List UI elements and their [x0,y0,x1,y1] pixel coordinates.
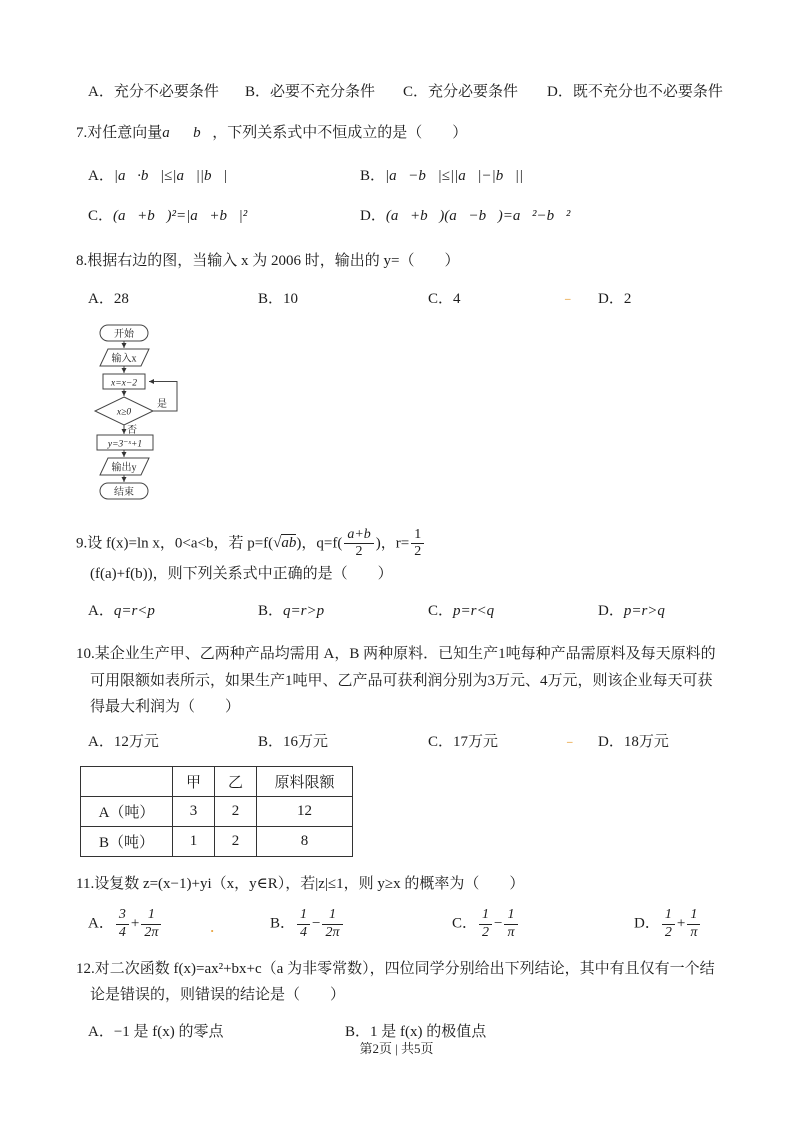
table-header-cell [81,767,173,797]
flowchart-calc-label: y=3⁻ˣ+1 [107,439,143,449]
flowchart-yes-label: 是 [157,398,167,410]
q9-options-row [76,599,723,623]
q12-stem: 12.对二次函数 f(x)=ax²+bx+c（a 为非零常数），四位同学分别给出下列结论，其中有且仅有一个结论是错误的，则错误的结论是（ ） [76,960,715,1004]
stray-mark: – [565,292,571,305]
q11-stem: 11.设复数 z=(x−1)+yi（x，y∈R），若|z|≤1，则 y≥x 的概率为（ ） [76,876,525,893]
q7-stem-text-1: 7.对任意向量 [76,125,163,141]
q7-option-c-formula: (a⃗+b⃗)²=|a⃗+b⃗|² [113,208,248,225]
q9-option-a-formula: q=r<p [113,603,155,620]
fraction-denominator: 2 [664,925,672,941]
q8-options-row [76,287,723,311]
operator: + [130,916,140,933]
q7-options-row-2 [76,204,723,228]
operator: − [494,916,503,933]
fraction-denominator: 2π [144,925,159,941]
fraction-numerator: 1 [662,907,675,925]
table-cell: 1 [173,827,215,857]
q11-option-b-label: B． [270,916,296,933]
q7-stem [76,120,723,146]
flowchart-condition-label: x≥0 [116,407,132,417]
q10-option-a: A．12万元 [88,734,159,751]
fraction [479,907,492,942]
q10-option-d: D．18万元 [598,734,669,751]
q8-option-d: D．2 [598,290,632,307]
page-footer: 第2页 | 共5页 [359,1041,434,1056]
q9-option-b [258,599,428,623]
q9-option-c-formula: p=r<q [453,603,495,620]
q7-options-row-1 [76,164,723,188]
fraction [116,907,129,942]
q9-option-d-formula: p=r>q [623,603,665,620]
q12-option-a: A．−1 是 f(x) 的零点 [88,1024,224,1041]
q10-options-row [76,730,723,754]
fraction-numerator: 1 [504,907,517,925]
q10-option-b: B．16万元 [258,734,329,751]
table-cell: 12 [257,797,353,827]
fraction-numerator: 1 [141,907,161,925]
table-row-label: A（吨） [81,797,173,827]
table-header-cell: 乙 [215,767,257,797]
q9-option-b-formula: q=r>p [283,603,325,620]
fraction-denominator: 2 [482,925,490,941]
q8-flowchart [76,323,723,519]
table-row-label: B（吨） [81,827,173,857]
q10-stem: 10.某企业生产甲、乙两种产品均需用 A，B 两种原料．已知生产1吨每种产品需原料及每天原料的可用限额如表所示，如果生产1吨甲、乙产品可获利润分别为3万元、4万元，则该企业每天可获得最大利润为（ ） [76,646,716,715]
q6-options-row [76,80,723,104]
q9-stem-text-3: )，r= [375,535,410,552]
stray-mark: – [567,736,573,749]
q9-option-c-label: C． [428,603,454,620]
q6-option-d: D．既不充分也不必要条件 [547,84,723,100]
stray-mark: · [210,923,215,939]
table-header-row [81,767,353,797]
q9-option-b-label: B． [258,603,284,620]
q7-stem-vectors: a⃗，b⃗ [162,125,213,141]
flowchart-start-label: 开始 [114,328,134,340]
q9-option-d-label: D． [598,603,624,620]
q9-option-a-label: A． [88,603,114,620]
fraction-denominator: 2 [355,544,363,560]
q9-option-d [598,599,768,623]
q7-option-d-formula: (a⃗+b⃗)(a⃗−b⃗)=a⃗²−b⃗² [385,208,571,225]
q9-stem [76,527,723,588]
q11-option-b [270,907,452,942]
q11-option-d-label: D． [634,916,660,933]
q11-option-a-label: A． [88,916,114,933]
q7-option-c-label: C． [88,208,114,225]
radical-sign: √ [273,535,282,552]
q9-option-a [88,599,258,623]
fraction-denominator: π [507,925,515,941]
q7-option-d-label: D． [360,208,386,225]
sqrt-expression [273,530,296,556]
operator: − [312,916,321,933]
table-cell: 3 [173,797,215,827]
q11-option-c-label: C． [452,916,478,933]
flowchart-svg [76,323,251,519]
q11-option-c [452,907,634,942]
table-cell: 8 [257,827,353,857]
fraction-numerator: 1 [297,907,310,925]
q7-option-a-formula: |a⃗·b⃗|≤|a⃗||b⃗| [113,168,228,185]
q8-option-c: C．4 [428,290,461,307]
fraction [297,907,310,942]
fraction-denominator: 4 [118,925,126,941]
fraction-numerator: 1 [411,527,424,545]
table-header-cell: 甲 [173,767,215,797]
q7-option-d [360,204,632,228]
fraction [504,907,517,942]
q11-option-d [634,907,793,942]
table-row [81,797,353,827]
q11-option-a [88,907,270,942]
q11-options-row [76,907,723,942]
q10-option-c: C．17万元 [428,734,499,751]
fraction-numerator: 3 [116,907,129,925]
fraction [687,907,700,942]
q9-stem-text-4: (f(a)+f(b))，则下列关系式中正确的是（ ） [90,566,393,583]
q9-stem-text-2: )，q=f( [296,535,343,552]
fraction-numerator: a+b [344,527,373,545]
fraction-denominator: 2π [325,925,340,941]
q8-option-a: A．28 [88,290,129,307]
table-cell: 2 [215,797,257,827]
fraction-denominator: 2 [414,544,422,560]
q6-option-b: B．必要不充分条件 [245,84,376,100]
table-cell: 2 [215,827,257,857]
q6-option-c: C．充分必要条件 [403,84,519,100]
flowchart-end-label: 结束 [114,486,134,498]
q7-option-a-label: A． [88,168,114,185]
q12-option-b: B．1 是 f(x) 的极值点 [345,1024,487,1041]
radicand: ab [281,535,297,552]
q9-option-c [428,599,598,623]
q6-option-a: A．充分不必要条件 [88,84,219,100]
flowchart-no-label: 否 [127,424,137,436]
q7-option-b-label: B． [360,168,386,185]
q7-option-c [88,204,360,228]
q8-stem: 8.根据右边的图，当输入 x 为 2006 时，输出的 y=（ ） [76,253,460,270]
q9-stem-text-1: 9.设 f(x)=ln x，0<a<b，若 p=f( [76,535,274,552]
q8-option-b: B．10 [258,290,299,307]
resource-table [80,766,353,857]
flowchart-output-label: 输出y [111,462,137,473]
q7-option-b [360,164,632,188]
fraction [141,907,161,942]
fraction [662,907,675,942]
q7-stem-text-2: ，下列关系式中不恒成立的是（ ） [212,125,468,141]
operator: + [676,916,686,933]
fraction-numerator: 1 [322,907,342,925]
fraction-denominator: 4 [300,925,308,941]
fraction [322,907,342,942]
fraction-numerator: 1 [479,907,492,925]
fraction-denominator: π [690,925,698,941]
table-header-cell: 原料限额 [257,767,353,797]
flowchart-assign-label: x=x−2 [110,378,138,388]
table-row [81,827,353,857]
flowchart-input-label: 输入x [111,353,137,364]
fraction [411,527,424,562]
q7-option-a [88,164,360,188]
fraction-numerator: 1 [687,907,700,925]
fraction [344,527,373,562]
q7-option-b-formula: |a⃗−b⃗|≤||a⃗|−|b⃗|| [385,168,524,185]
